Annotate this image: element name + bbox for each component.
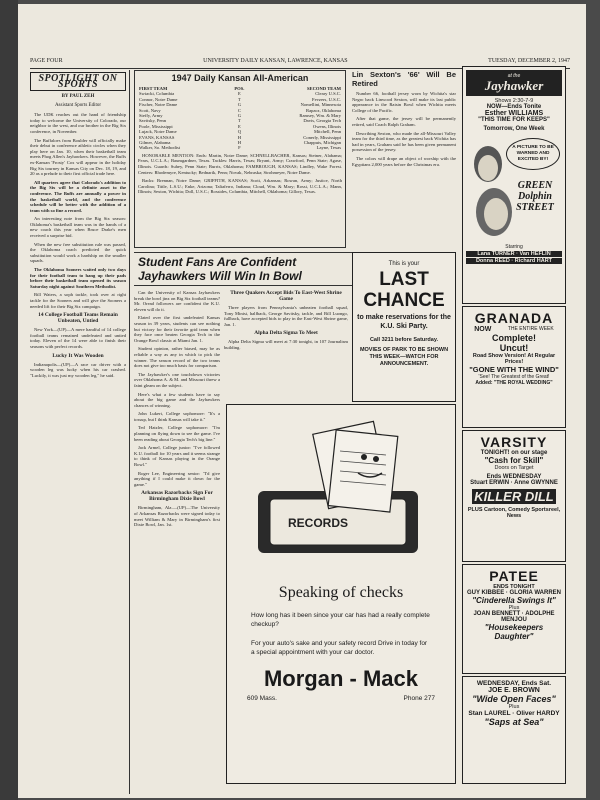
spotlight-logo [30,72,126,91]
fans-para: Roger Lee, Engineering senior: "I'd give anything if I could make it down for the game." [134,470,220,487]
jayhawker-star: Esther WILLIAMS [484,110,544,117]
patee-ends: ENDS TONIGHT [493,584,535,590]
patee-ad [462,564,566,674]
checks-phone: Phone 277 [403,695,435,702]
fans-para: Here's what a few students have to say about the big game and the Jayhawkers chances of winning. [134,391,220,408]
cell-first: Savitsky, Penn [139,118,167,124]
unbeaten-headline: 14 College Football Teams Remain Unbeaten, Untied [38,312,118,325]
table-row [138,102,342,107]
all-american-box [134,70,346,248]
cell-first: EVANS, KANSAS [139,134,175,140]
varsity-ad [462,430,566,562]
granada-when [466,326,562,333]
col-first: FIRST TEAM [139,86,168,91]
patee-film: "Cinderella Swings It" [472,596,556,605]
cell-pos: H [237,140,242,146]
jayhawker-now: NOW—Ends Tonite [486,104,542,110]
sports-column [30,72,126,794]
sexton-headline: Lin Sexton's '66' Will Be Retired [352,70,456,88]
patee-cast3: Stan LAUREL · Oliver HARDY [468,710,560,717]
binding-strip [0,0,18,800]
spotlight-para: The UDK reaches out the hand of friendship today to welcome the University of Colorado, our neighbor to the west, and our brother in the Big Six conference, in November. [30,112,126,134]
all-american-table [138,86,342,151]
granada-week: THE ENTIRE WEEK [507,326,554,332]
granada-complete: Complete! [491,333,536,343]
cell-pos: G [237,102,242,108]
cell-second: Layne, Texas [316,145,341,151]
granada-tag: 'See! The Greatest of the Great! [478,374,550,380]
cell-second: Fevzers, U.S.C. [312,96,341,102]
jayhawker-tomorrow: Tomorrow, One Week [483,126,545,132]
paper-name: UNIVERSITY DAILY KANSAN, LAWRENCE, KANSAS [203,58,348,64]
cell-second: Davis, Georgia Tech [303,118,341,124]
cell-first: Gilmer, Alabama [139,140,171,146]
varsity-ends: Ends WEDNESDAY [486,474,542,480]
sexton-para: Describing Sexton, who made the all-Missouri Valley team for the third time, as the greatest back Wichita has had in years, Graham said he has been given permanent possession of the jersey. [352,130,456,153]
granada-added: Added: "THE ROYAL WEDDING" [475,380,553,386]
patee-cast2: JOAN BENNETT · ADOLPHE MENJOU [473,611,555,623]
jayhawker-banner [466,70,562,96]
last-chance-pre: This is your [388,261,420,267]
jayhawker-cast2: Donna REED · Richard HART [466,258,562,264]
cell-pos: E [238,91,241,97]
cell-first: Scott, Navy [139,107,161,113]
sexton-para: After that game, the jersey will be permanently retired, said Coach Ralph Graham. [352,116,456,127]
granada-name: GRANADA [474,310,554,326]
alpha-headline: Alpha Delta Sigma To Meet [254,330,318,337]
cell-pos: G [237,113,242,119]
checks-ad [226,404,456,784]
column-rule [129,70,130,794]
patee-plus2: Plus [508,704,520,710]
sexton-article [352,70,456,248]
jayhawker-name: Jayhawker [484,78,544,93]
honorable-backs: Backs: Brennan, Notre Dame; GRIFFITH, KANSAS; Scott, Arkansas; Rowan, Army; Justice, North Carolina; Tittle, L.S.U.; Enke, Arizona; Taliaferro, Indiana; Cloud, Wm. & Mary; Rossi, U.C.L.A.; Mann, Illinois; Sexton, Wichita; Doll, U.S.C.; Rossides, Columbia, Mitchell, Oklahoma; Gillory, Texas. [138,178,342,195]
varsity-tonight: TONIGHT! on our stage [480,450,548,456]
varsity-cash: "Cash for Skill" [484,456,544,465]
spotlight-para: An interesting note from the Big Six season: Oklahoma's basketball team was in the hands of a new coach this year when Bruce Drake's men received a surprise bid. [30,216,126,239]
jayhawker-at: at the [507,73,521,79]
cell-second: Owens, Illinois [312,123,341,129]
patee-cast: GUY KIBBEE · GLORIA WARREN [466,590,561,596]
lucky-headline: Lucky It Was Wooden [52,352,104,359]
spotlight-para: The Buffaloes from Boulder will officially make their debut in conference athletic circles when they play here on Jan. 10, when their basketball team meets Phog Allen's Jayhawkers. However, the Buffs ex-Kansan 'Frosty' Cox will appear in the holiday Big Six tourney in Kansas City on Dec. 18, 19, and 20 as a prelude to their first official trade here. [30,137,126,177]
checks-brand: Morgan - Mack [263,666,419,691]
honorable-mention: HONORABLE MENTION: Ends: Martin, Notre Dame; SCHNELLBACHER, Kansas; Steiner, Alabama; Fears, U.C.L.A.; Baumgardner, Texas. Tackles: Harris, Texas; Bryant, Army; Crawford, Penn State; Agase, Illinois. Guards: Suhey, Penn State; Burris, Oklahoma; FAMBROUGH, KANSAS; Lindley, Wake Forest. Centers: Rhodemyre, Kentucky; Bednarik, Penn; Novak, Nebraska; Strohmeyer, Notre Dame. [138,152,342,175]
checks-address: 609 Mass. [247,695,277,702]
student-fans-column [134,290,220,794]
spotlight-para: When the new free substitution rule was passed, the Oklahoma coach predicted the quick substitution would work a hardship on the smaller squads. [30,241,126,264]
last-chance-ad [352,252,456,402]
cell-first: Connor, Notre Dame [139,96,178,102]
table-row [138,145,342,150]
cell-second: Mitchell, Penn [313,129,341,135]
cell-first: Swiacki, Columbia [139,91,175,97]
student-fans-headline: Student Fans Are Confident Jayhawkers Will Win In Bowl [134,252,356,286]
checks-body: How long has it been since your car has had a really complete checkup? [251,612,430,628]
arkansas-headline: Arkansas Razorbacks Sign For Birmingham Dixie Bowl [141,490,213,503]
byline-role: Assistant Sports Editor [54,103,102,109]
cell-second: Chappuis, Michigan [303,140,341,146]
patee-film2: "Housekeepers Daughter" [484,623,544,641]
cell-pos: T [238,118,241,124]
patee-name: PATEE [489,568,539,584]
article-para: Bill Waters, a soph tackle, took over at right tackle for the Sooners and will give the Sooners a needed lift for their Big Six campaign. [30,292,126,309]
spotlight-para: All quarters agree that Colorado's addition to the Big Six will be a definite asset to the conference. The Buffs are annually a power in the basketball world, and the conference schedule will be better with the addition of a team with so fine a record. [30,179,126,213]
cell-second: Ramsey, Wm. & Mary [299,113,341,119]
patee-star3: JOE E. BROWN [488,687,540,694]
quakers-headline: Three Quakers Accept Bids To East-West Shrine Game [230,290,342,302]
varsity-name: VARSITY [480,434,548,450]
col-pos: POS. [234,86,245,91]
varsity-stars: Stuart ERWIN · Anne GWYNNE [470,480,558,486]
varsity-film: KILLER DILL [472,489,556,504]
jayhawker-ad [462,66,566,304]
fans-para: Elated over the first undefeated Kansas season in 39 years, students can see nothing but victory for their favorite grid team when they face once beaten Georgia Tech in the Orange Bowl classic at Miami Jan. 1. [134,315,220,343]
cell-second: Cleary U.S.C. [315,91,341,97]
quakers-article [224,290,348,390]
spotlight-title: SPOTLIGHT ON SPORTS [38,73,118,90]
checks-contact [227,691,455,702]
col-second: SECOND TEAM [307,86,341,91]
sexton-para: Number 66, football jersey worn by Wichita's star Negro back Linwood Sexton, will make its last public appearance in the Raisin Bowl when Wichita meets College of the Pacific. [352,91,456,113]
fans-para: John Lukert, College sophomore: "It's a tossup, but I think Kansas will take it." [134,411,220,422]
all-american-title: 1947 Daily Kansan All-American [171,73,309,83]
poster-warning: A PICTURE TO BE WARNED AND EXCITED BY! [506,138,560,170]
checks-body2: For your auto's sake and your safety record Drive in today for a special appointment with your car doctor. [251,640,428,656]
cell-second: Nomellini, Minnesota [300,102,341,108]
cell-pos: Q [237,129,242,135]
checks-records-tag: RECORDS [288,516,349,530]
fans-para: Student opinion, rather biased, may be as reliable a way as any in which to pick the winner. The season record of the two teams does not give too much basis for comparison. [134,346,220,369]
page-number: PAGE FOUR [30,58,63,64]
article-para: The Oklahoma Sooners waited only two days for their football team to hang up their pads before their basketball team opened its season Saturday night against Southern Methodist. [30,267,126,289]
granada-now: NOW [474,326,492,333]
cell-second: Rapacz, Oklahoma [306,107,341,113]
fans-para: Can the University of Kansas Jayhawkers break the bowl jinx on Big Six football teams? Mr. Oread followers are confident the K.U. eleven will do it. [134,290,220,312]
issue-date: TUESDAY, DECEMBER 2, 1947 [488,58,570,64]
cell-first: Steffy, Army [139,113,163,119]
last-chance-movies: MOVIES OF PARK TO BE SHOWN THIS WEEK—WATCH FOR ANNOUNCEMENT. [359,347,449,367]
cell-pos: E [238,123,241,129]
last-chance-call: Call 3211 before Saturday. [369,337,439,343]
granada-road: Road Show Version! At Regular Prices! [472,353,556,365]
cell-pos: F [238,145,241,151]
varsity-doors: Doors on Target [494,465,534,471]
patee-film4: "Saps at Sea" [484,717,544,727]
patee-plus: Plus [508,605,520,611]
checks-illustration [228,411,454,581]
fans-para: Ted Hatzler, College sophomore: "I'm planning on flying down to see the game. I've been reading about Georgia Tech's big line." [134,425,220,442]
cell-first: Poole, Mississippi [139,123,173,129]
jayhawker-shows: Shows 2:30-7-9 [494,98,534,104]
varsity-plus: PLUS Cartoon, Comedy Sportsreel, News [467,507,561,519]
cell-pos: C [237,107,241,113]
last-chance-title: LAST CHANCE [363,269,445,311]
cell-first: Walker, So. Methodist [139,145,181,151]
sexton-para: The colors will drape an object of worship with the Egyptians 2,000 years before the Christmas era. [352,155,456,167]
patee-wednesday-ad [462,676,566,784]
cell-first: Lujack, Notre Dame [139,129,177,135]
granada-ad [462,306,566,428]
cell-pos: H [237,134,242,140]
fans-para: The Jayhawker's one touchdown victories over Oklahoma A. & M. and Missouri threw a faint gleam on the subject. [134,371,220,388]
jayhawker-starring: Starring [505,244,523,250]
granada-film: "GONE WITH THE WIND" [469,365,559,374]
cell-pos: T [238,96,241,102]
unbeaten-body: New York—(UP)—A mere handful of 14 college football teams remained undefeated and untied today. Eleven of the 14 were able to finish their seasons with perfect records. [30,327,126,349]
arkansas-body: Birmingham, Ala.—(UP)—The University of Arkansas Razorbacks were signed today to meet William & Mary in Birmingham's first Dixie Bowl, Jan. 1st. [134,505,220,528]
jayhawker-cast1: Lana TURNER · Van HEFLIN [466,251,562,257]
cell-first: Fischer, Notre Dame [139,102,178,108]
poster-title: GREEN Dolphin STREET [516,180,554,213]
patee-wed: WEDNESDAY, Ends Sat. [476,680,552,687]
granada-uncut: Uncut! [499,343,529,353]
checks-headline: Speaking of checks [278,584,404,601]
jayhawker-film: "THIS TIME FOR KEEPS" [478,117,550,123]
patee-film3: "Wide Open Faces" [472,694,556,704]
quakers-body: Three players from Pennsylvania's unbeaten football squad, Tony Minisi, halfback, George Savitsky, tackle, and Bill Luongo, fullback, have accepted bids to play in the East-West Shrine game, Jan. 1. [224,305,348,327]
cell-second: Conerly, Mississippi [303,134,341,140]
jayhawker-poster [466,134,562,244]
fans-para: Jack Armel, College junior: "I've followed K.U. football for 10 years and it seems strange to think of Kansas playing in the Orange Bowl." [134,445,220,468]
lucky-body: Indianapolis—(UP)—A race car driver with a wooden leg was lucky when his car crashed. "Luckily, it was just my wooden leg," he said. [30,361,126,378]
byline: BY PAUL ZEH [61,94,95,100]
last-chance-mid: to make reservations for the K.U. Ski Party. [357,314,451,330]
alpha-body: Alpha Delta Sigma will meet at 7:30 tonight, in 107 Journalism building. [224,339,348,350]
